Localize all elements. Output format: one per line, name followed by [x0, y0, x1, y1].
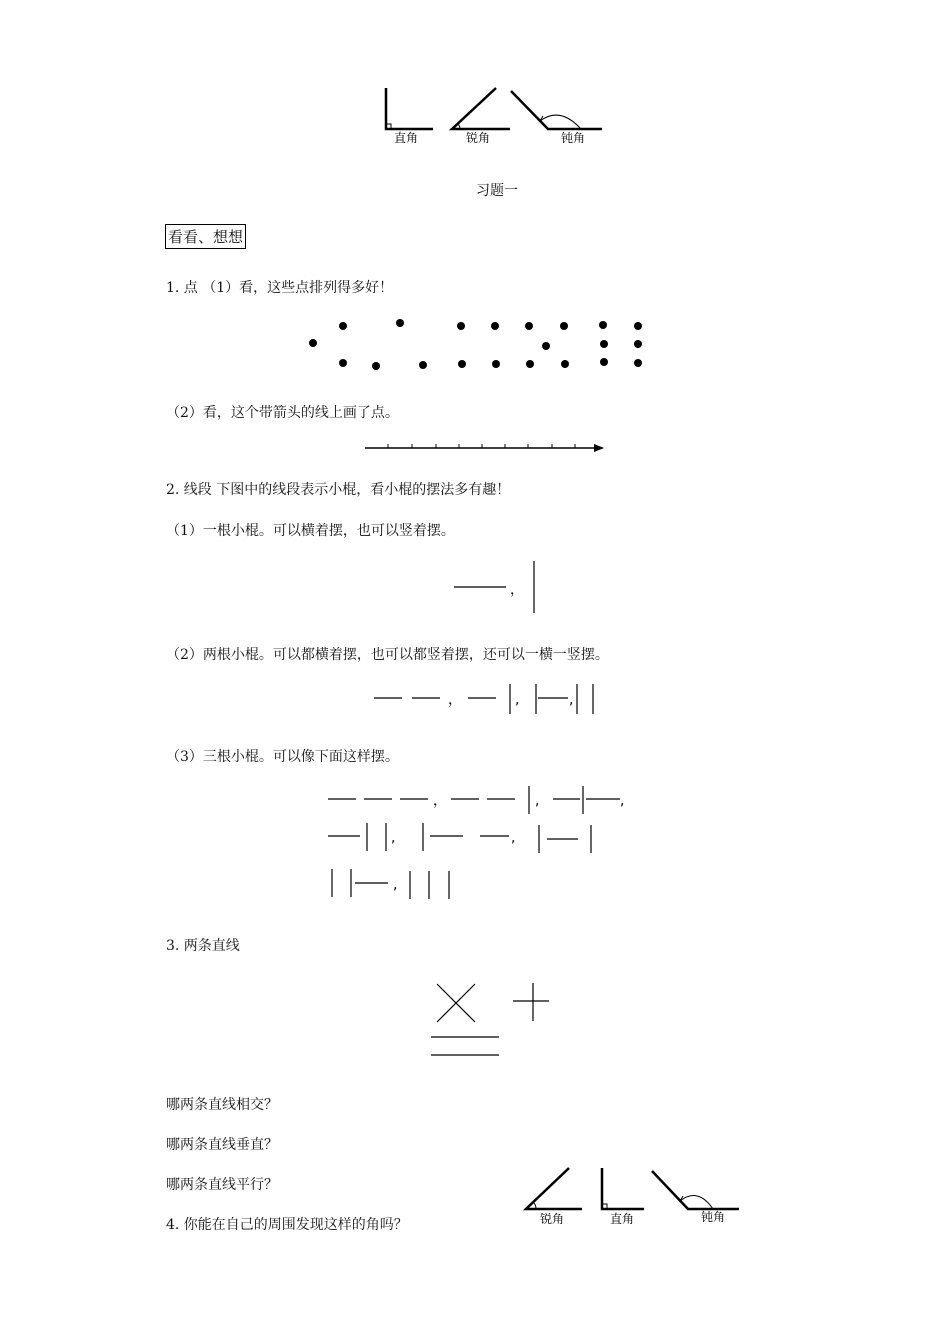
top-angles-figure: [380, 84, 610, 150]
obtuse-angle-shape: [652, 1171, 739, 1209]
svg-text:,: ,: [535, 793, 540, 809]
right-angle-shape: [602, 1168, 644, 1209]
one-stick-figure: [448, 558, 548, 616]
svg-text:,: ,: [515, 692, 520, 708]
q3-ask-intersect: 哪两条直线相交？: [166, 1097, 278, 1113]
q1-line2: （2）看，这个带箭头的线上画了点。: [166, 405, 399, 421]
two-sticks-figure: [370, 680, 610, 720]
comma: ，: [510, 582, 524, 598]
lines-figure: [425, 978, 555, 1060]
acute-angle-shape: [452, 88, 510, 129]
right-angle-shape: [386, 88, 433, 129]
svg-text:,: ,: [393, 877, 398, 893]
dots-figure: [300, 312, 650, 376]
svg-text:,: ,: [620, 793, 625, 809]
acute-angle-label: 锐角: [540, 1212, 565, 1226]
right-angle-label: 直角: [610, 1212, 635, 1226]
svg-text:,: ,: [511, 830, 516, 846]
obtuse-angle-shape: [511, 91, 602, 129]
obtuse-angle-label: 钝角: [561, 131, 586, 145]
q2-intro: 2. 线段 下图中的线段表示小棍，看小棍的摆法多有趣！: [166, 482, 511, 498]
obtuse-angle-label: 钝角: [701, 1210, 726, 1224]
exercise-title: 习题一: [476, 183, 518, 199]
q3-ask-parallel: 哪两条直线平行？: [166, 1177, 278, 1193]
q2-part3: （3）三根小棍。可以像下面这样摆。: [166, 749, 399, 765]
three-sticks-figure: [320, 785, 640, 903]
q3-intro: 3. 两条直线: [166, 938, 240, 954]
q4-text: 4. 你能在自己的周围发现这样的角吗？: [166, 1217, 408, 1233]
bottom-angles-figure: [518, 1164, 746, 1230]
svg-text:，: ，: [433, 793, 447, 809]
section-heading: 看看、想想: [165, 224, 246, 249]
svg-text:，: ，: [448, 692, 462, 708]
q1-line1: 1. 点 （1）看，这些点排列得多好！: [166, 280, 394, 296]
acute-angle-label: 锐角: [466, 131, 491, 145]
svg-text:,: ,: [569, 692, 574, 708]
arrow-line-figure: [360, 438, 610, 456]
q3-ask-perpendicular: 哪两条直线垂直？: [166, 1137, 278, 1153]
q2-part1: （1）一根小棍。可以横着摆，也可以竖着摆。: [166, 523, 455, 539]
right-angle-label: 直角: [394, 131, 419, 145]
svg-text:,: ,: [391, 830, 396, 846]
q2-part2: （2）两根小棍。可以都横着摆，也可以都竖着摆，还可以一横一竖摆。: [166, 647, 609, 663]
